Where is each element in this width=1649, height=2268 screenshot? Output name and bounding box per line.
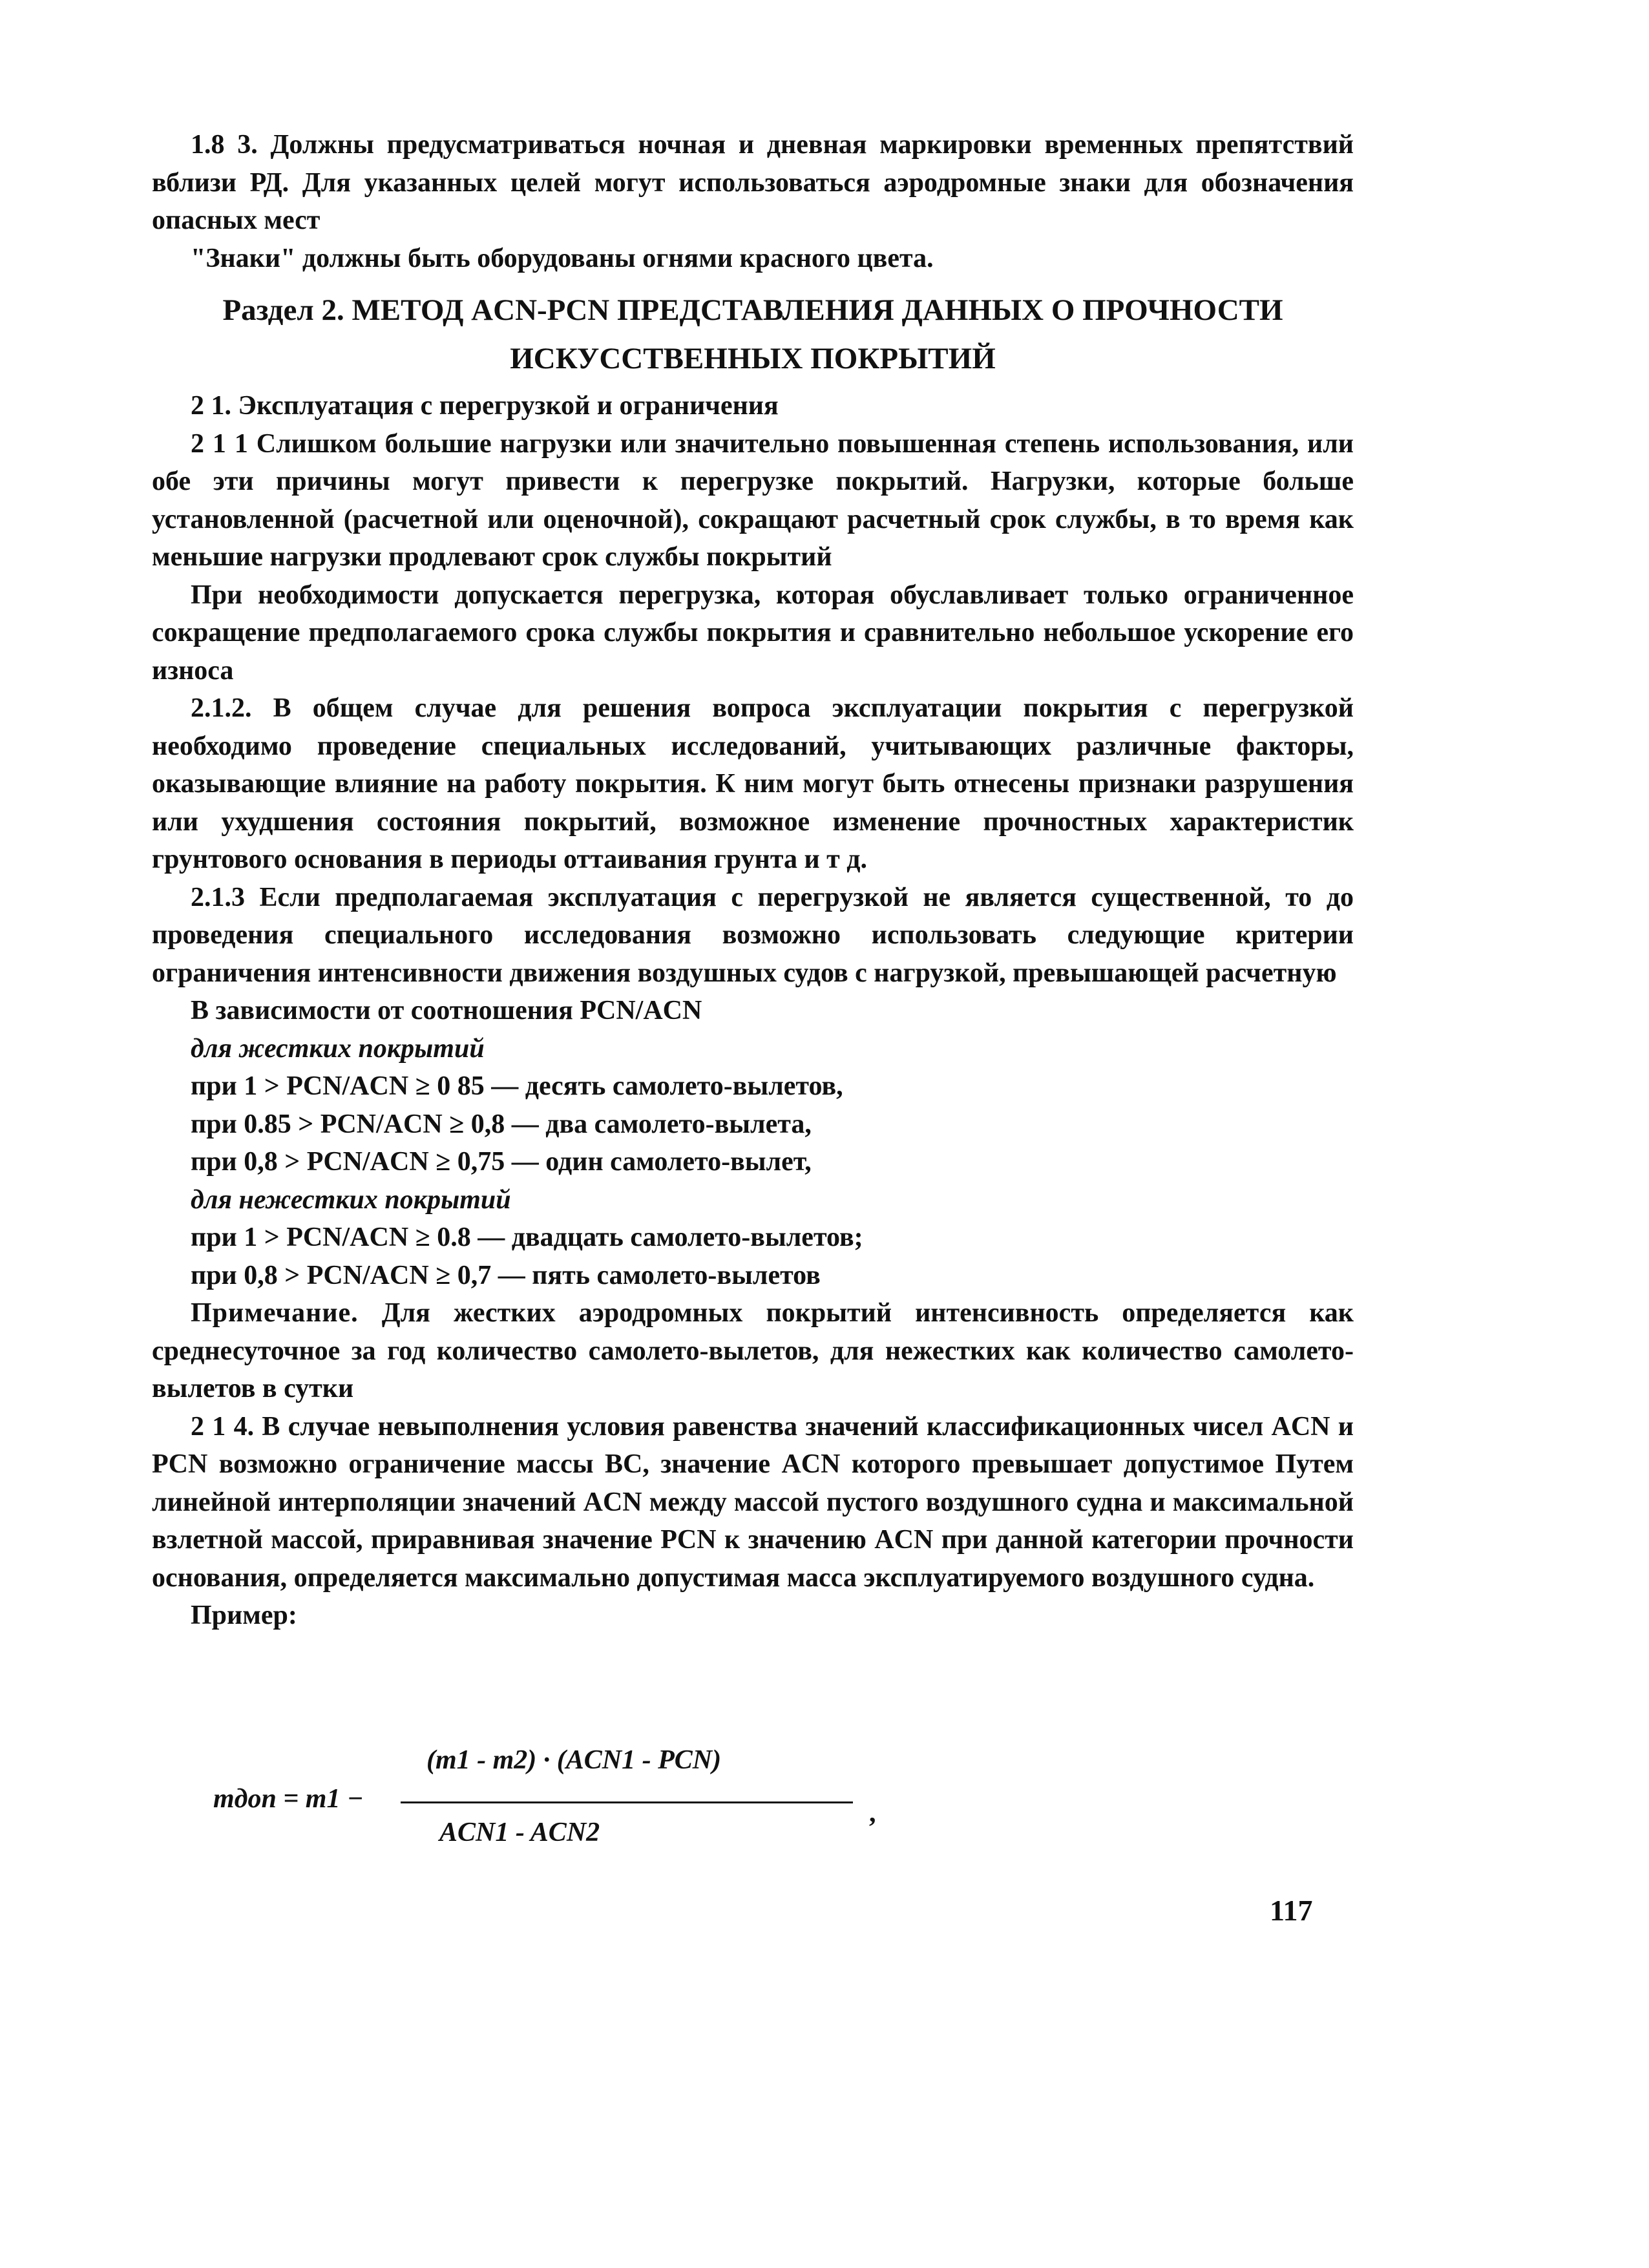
section-title-line-1: Раздел 2. МЕТОД ACN-PCN ПРЕДСТАВЛЕНИЯ ДАННЫХ О ПРОЧНОСТИ xyxy=(222,293,1283,327)
paragraph-2-1-2: 2.1.2. В общем случае для решения вопроса эксплуатации покрытия с перегрузкой необходимо проведение специальных исследований, учитывающих различные факторы, оказывающие влияние на работу покрытия. К ним могут быть отнесены признаки разрушения или ухудшения состояния покрытий, возможное изменение прочностных характеристик грунтового основания в периоды оттаивания грунта и т д. xyxy=(152,693,1354,874)
fraction-bar xyxy=(401,1801,853,1803)
rigid-criterion-1: при 1 > PCN/ACN ≥ 0 85 — десять самолето-вылетов, xyxy=(191,1071,843,1101)
flex-criterion-1: при 1 > PCN/ACN ≥ 0.8 — двадцать самолето-вылетов; xyxy=(191,1223,863,1252)
paragraph-1-8-3: 1.8 3. Должны предусматриваться ночная и дневная маркировки временных препятствий вблизи РД. Для указанных целей могут использоваться аэродромные знаки для обозначения опасных мест xyxy=(152,130,1354,235)
note-label: Примечание. xyxy=(191,1298,359,1328)
rigid-criterion-2: при 0.85 > PCN/ACN ≥ 0,8 — два самолето-вылета, xyxy=(191,1109,812,1139)
formula-numerator: (m1 - m2) · (ACN1 - PCN) xyxy=(426,1745,722,1775)
note-text: Для жестких аэродромных покрытий интенсивность определяется как среднесуточное за год количество самолето-вылетов, для нежестких как количество самолето-вылетов в сутки xyxy=(152,1298,1354,1403)
criteria-intro: В зависимости от соотношения PCN/ACN xyxy=(191,996,702,1025)
flex-criterion-2: при 0,8 > PCN/ACN ≥ 0,7 — пять самолето-вылетов xyxy=(191,1260,821,1290)
section-heading xyxy=(152,286,1354,383)
formula-lhs: mдоп = m1 − xyxy=(213,1784,364,1814)
paragraph-2-1-4: 2 1 4. В случае невыполнения условия равенства значений классификационных чисел ACN и PCN возможно ограничение массы ВС, значение ACN которого превышает допустимое Путем линейной интерполяции значений ACN между массой пустого воздушного судна и максимальной взлетной массой, приравнивая значение PCN к значению ACN при данной категории прочности основания, определяется максимально допустимая масса эксплуатируемого воздушного судна. xyxy=(152,1411,1354,1593)
rigid-criterion-3: при 0,8 > PCN/ACN ≥ 0,75 — один самолето-вылет, xyxy=(191,1147,812,1177)
paragraph-2-1-3: 2.1.3 Если предполагаемая эксплуатация с перегрузкой не является существенной, то до проведения специального исследования возможно использовать следующие критерии ограничения интенсивности движения воздушных судов с нагрузкой, превышающей расчетную xyxy=(152,882,1354,988)
formula xyxy=(213,1745,924,1861)
page-content xyxy=(152,126,1354,1635)
formula-comma: , xyxy=(869,1798,876,1828)
paragraph-znaki: "Знаки" должны быть оборудованы огнями красного цвета. xyxy=(191,243,934,273)
paragraph-2-1-1: 2 1 1 Слишком большие нагрузки или значительно повышенная степень использования, или обе эти причины могут привести к перегрузке покрытий. Нагрузки, которые больше установленной (расчетной или оценочной), сокращают расчетный срок службы, в то время как меньшие нагрузки продлевают срок службы покрытий xyxy=(152,428,1354,572)
subsection-2-1: 2 1. Эксплуатация с перегрузкой и ограничения xyxy=(191,391,779,421)
section-title-line-2: ИСКУССТВЕННЫХ ПОКРЫТИЙ xyxy=(510,342,996,375)
criteria-block xyxy=(152,992,1354,1294)
rigid-heading: для жестких покрытий xyxy=(191,1033,485,1064)
page-number: 117 xyxy=(1270,1894,1313,1927)
example-label: Пример: xyxy=(191,1601,297,1630)
flex-heading: для нежестких покрытий xyxy=(191,1184,511,1215)
paragraph-overload: При необходимости допускается перегрузка, которая обуславливает только ограниченное сокращение предполагаемого срока службы покрытия и сравнительно небольшое ускорение его износа xyxy=(152,580,1354,686)
note-paragraph xyxy=(152,1294,1354,1408)
formula-denominator: ACN1 - ACN2 xyxy=(439,1818,600,1847)
